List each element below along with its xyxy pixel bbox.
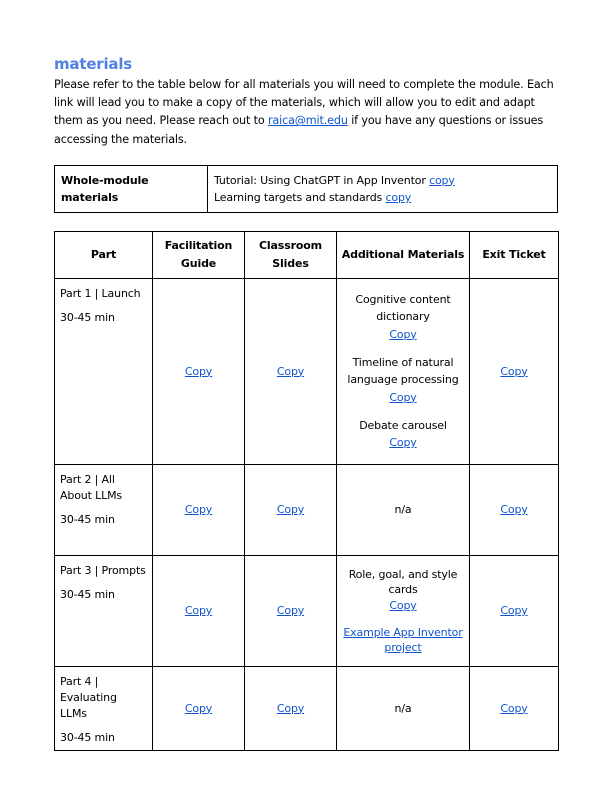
debate-carousel-copy-link[interactable]: Copy [389, 436, 417, 450]
additional-item [341, 417, 465, 453]
additional-item [341, 291, 465, 344]
slides-cell [245, 465, 337, 556]
part-title: Part 4 | Evaluating LLMs [60, 675, 117, 720]
part-cell [55, 279, 153, 465]
facilitation-cell [153, 279, 245, 465]
additional-item [341, 567, 465, 615]
slides-cell [245, 279, 337, 465]
item-text: Tutorial: Using ChatGPT in App Inventor [214, 173, 430, 187]
parts-table [54, 231, 559, 751]
exit-ticket-cell [470, 556, 559, 667]
additional-item [341, 625, 465, 655]
table-row [55, 556, 559, 667]
header-row [55, 232, 559, 279]
tutorial-copy-link[interactable]: copy [429, 173, 455, 187]
part-duration: 30-45 min [60, 731, 115, 744]
part-duration: 30-45 min [60, 588, 115, 601]
facilitation-copy-link[interactable]: Copy [184, 503, 213, 516]
intro-text-end: if you have any questions or issues accessing the materials. [54, 114, 544, 146]
part-cell [55, 556, 153, 667]
header-classroom-slides: Classroom Slides [245, 232, 337, 279]
materials-section [54, 54, 558, 149]
whole-module-items [208, 166, 558, 213]
part-title: Part 3 | Prompts [60, 564, 146, 577]
part-cell [55, 465, 153, 556]
cognitive-dictionary-copy-link[interactable]: Copy [389, 327, 417, 341]
additional-cell: n/a [337, 465, 470, 556]
part-duration: 30-45 min [60, 311, 115, 324]
facilitation-cell [153, 667, 245, 751]
exit-ticket-copy-link[interactable]: Copy [500, 701, 528, 715]
role-goal-style-copy-link[interactable]: Copy [389, 599, 417, 612]
facilitation-cell [153, 465, 245, 556]
part-duration: 30-45 min [60, 513, 115, 526]
nlp-timeline-copy-link[interactable]: Copy [389, 390, 417, 404]
slides-cell [245, 556, 337, 667]
part-title: Part 2 | All About LLMs [60, 473, 122, 502]
exit-ticket-cell [470, 465, 559, 556]
facilitation-cell [153, 556, 245, 667]
part-cell [55, 667, 153, 751]
table-row [55, 465, 559, 556]
slides-copy-link[interactable]: Copy [276, 701, 305, 715]
whole-module-table [54, 165, 558, 213]
additional-cell [337, 556, 470, 667]
email-link[interactable]: raica@mit.edu [267, 114, 348, 128]
additional-item-title: Role, goal, and style cards [348, 568, 458, 596]
facilitation-copy-link[interactable]: Copy [184, 364, 213, 378]
table-row [55, 279, 559, 465]
whole-module-item [214, 172, 551, 190]
header-exit-ticket: Exit Ticket [470, 232, 559, 279]
intro-text: Please refer to the table below for all materials you will need to complete the module. Each link will lead you to make a copy of the materials, which will allow you to edit and adapt them as you need. Please reach out to [54, 78, 554, 128]
section-heading: materials [54, 55, 133, 73]
additional-item [341, 354, 465, 407]
additional-item-title: Debate carousel [359, 418, 447, 432]
slides-cell [245, 667, 337, 751]
item-text: Learning targets and standards [214, 191, 386, 204]
header-part: Part [55, 232, 153, 279]
table-row [55, 667, 559, 751]
additional-cell: n/a [337, 667, 470, 751]
whole-module-item [214, 189, 551, 207]
facilitation-copy-link[interactable]: Copy [184, 604, 213, 617]
additional-item-title: Timeline of natural language processing [347, 355, 459, 387]
facilitation-copy-link[interactable]: Copy [184, 701, 213, 715]
exit-ticket-copy-link[interactable]: Copy [500, 364, 528, 378]
whole-module-label: Whole-module materials [55, 166, 208, 213]
slides-copy-link[interactable]: Copy [276, 604, 305, 617]
exit-ticket-copy-link[interactable]: Copy [500, 604, 528, 617]
additional-cell [337, 279, 470, 465]
slides-copy-link[interactable]: Copy [276, 503, 305, 516]
additional-item-title: Cognitive content dictionary [355, 292, 451, 324]
exit-ticket-copy-link[interactable]: Copy [500, 503, 528, 516]
exit-ticket-cell [470, 279, 559, 465]
header-facilitation-guide: Facilitation Guide [153, 232, 245, 279]
example-project-link[interactable]: Example App Inventor project [343, 626, 463, 654]
header-additional-materials: Additional Materials [337, 232, 470, 279]
part-title: Part 1 | Launch [60, 287, 141, 300]
learning-targets-copy-link[interactable]: copy [385, 191, 412, 204]
exit-ticket-cell [470, 667, 559, 751]
slides-copy-link[interactable]: Copy [276, 364, 305, 378]
intro-paragraph [54, 76, 558, 149]
